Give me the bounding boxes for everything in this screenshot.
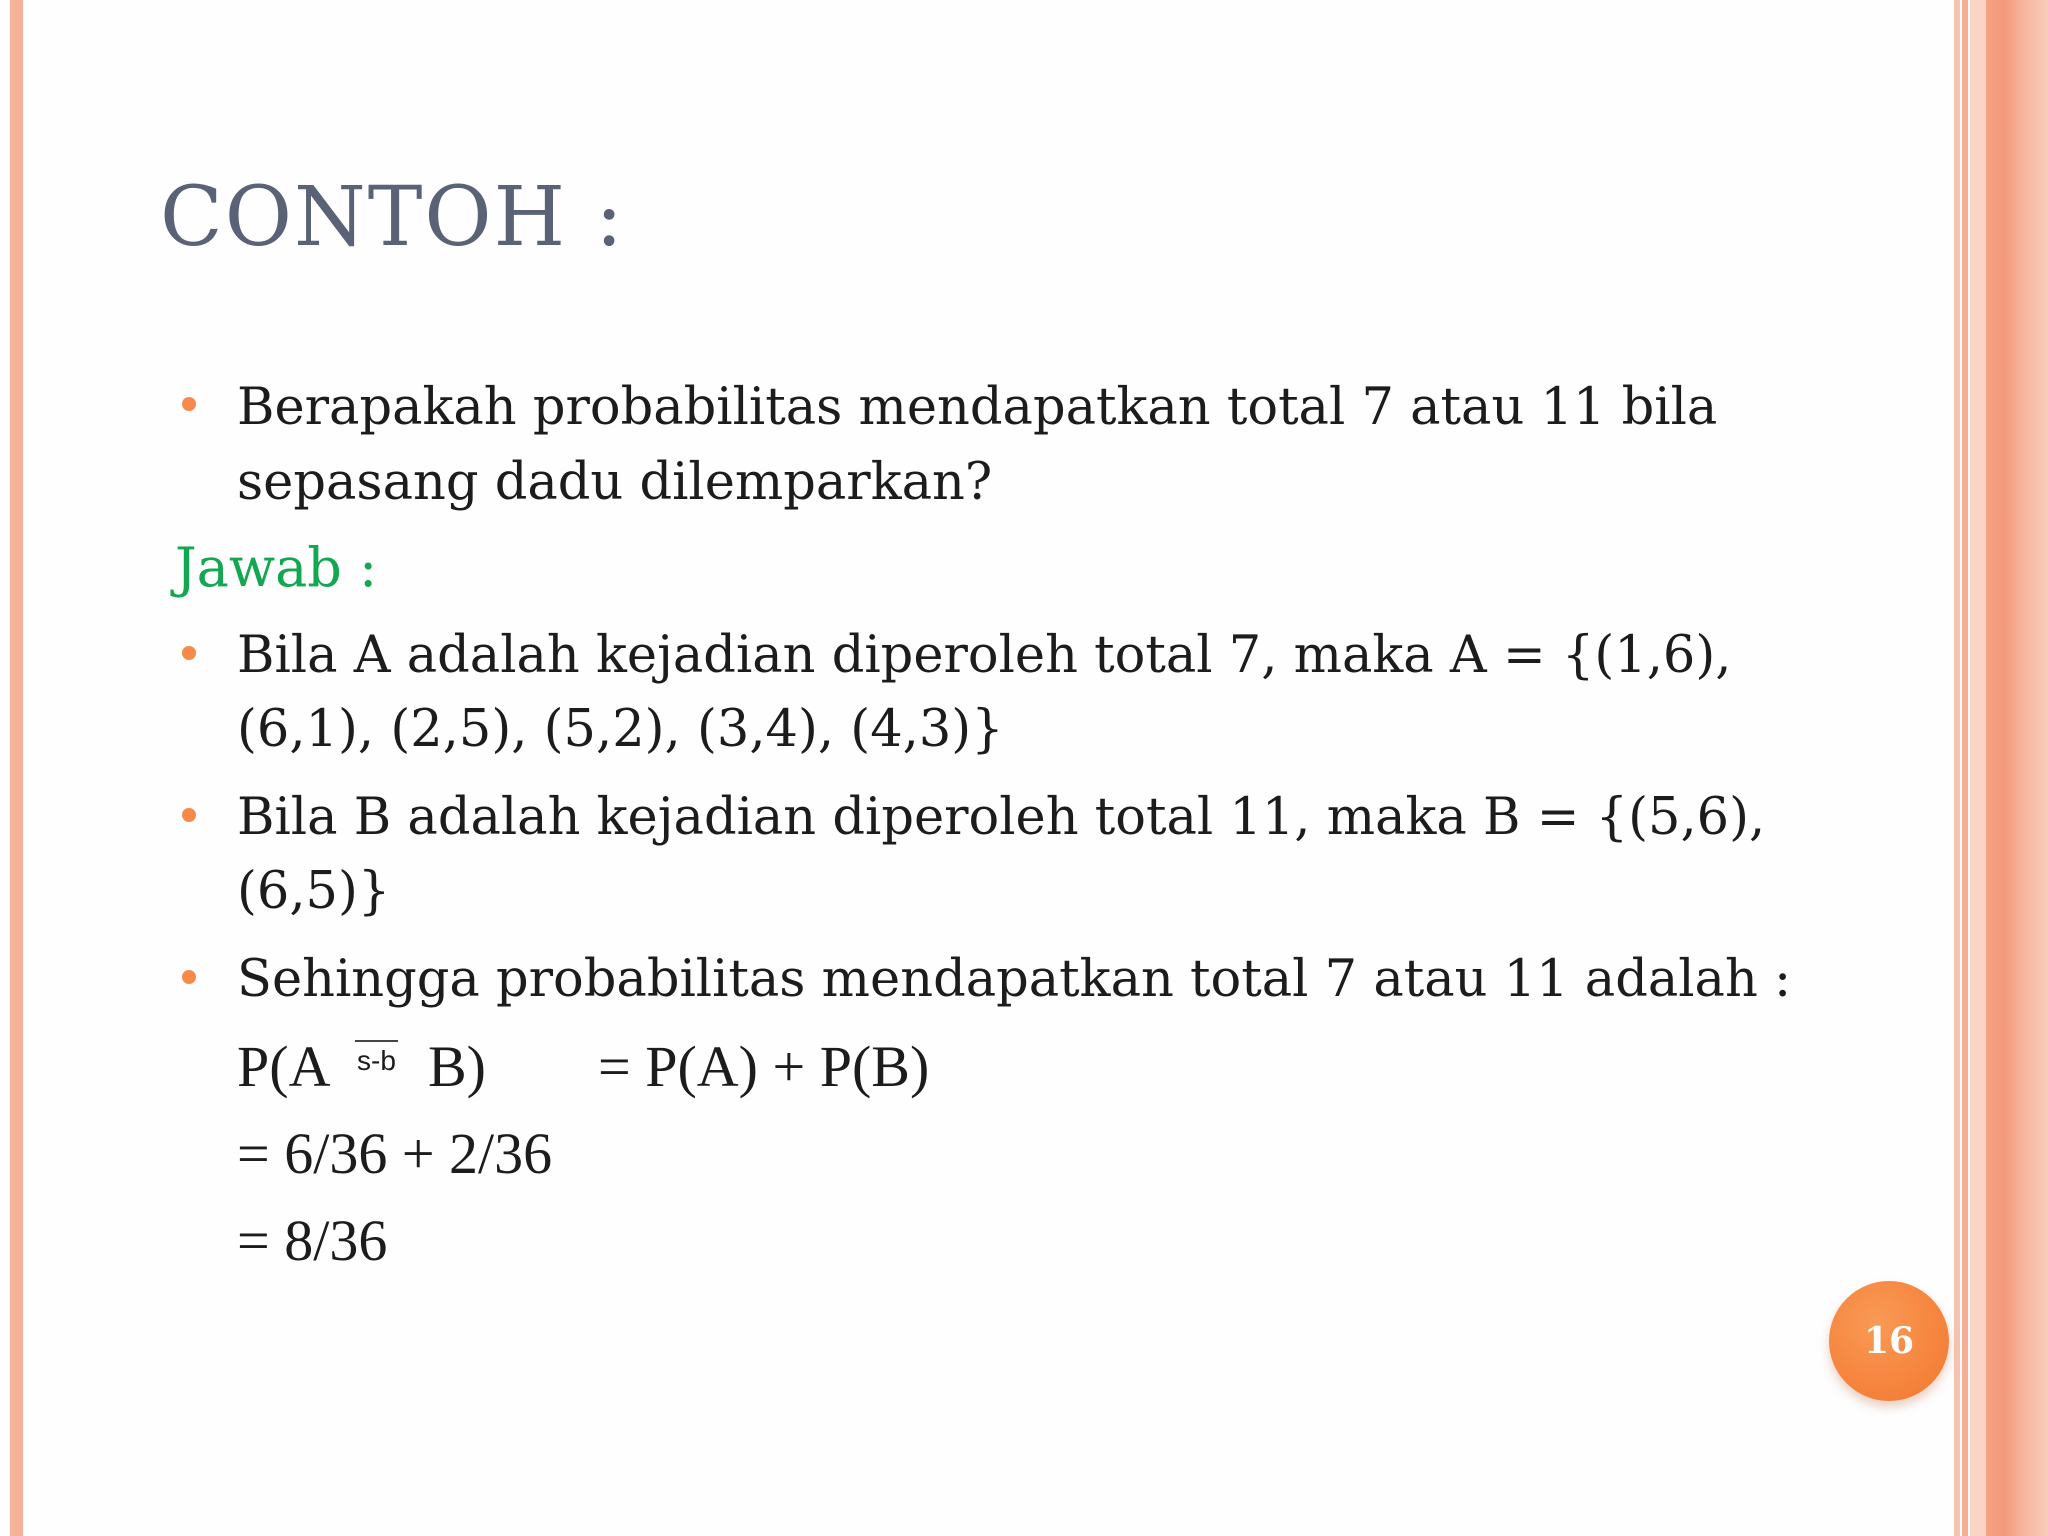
formula-lhs-end: B) <box>428 1034 486 1099</box>
conclusion-line: Sehingga probabilitas mendapatkan total 7 atau 11 adalah : <box>237 950 1792 1009</box>
frame-stripe-right-1 <box>1954 0 1960 1536</box>
formula-operator: s-b <box>355 1040 398 1078</box>
answer-label: Jawab : <box>175 536 378 599</box>
bullet-icon <box>182 970 196 984</box>
question-line-2: sepasang dadu dilemparkan? <box>237 453 993 512</box>
question-line-1: Berapakah probabilitas mendapatkan total 7 atau 11 bila <box>237 378 1718 437</box>
frame-stripe-right-2 <box>1962 0 1968 1536</box>
bullet-icon <box>182 646 196 660</box>
event-a-line-2: (6,1), (2,5), (5,2), (3,4), (4,3)} <box>237 700 1004 759</box>
frame-stripe-right-4 <box>1986 0 2048 1536</box>
bullet-icon <box>182 397 196 411</box>
event-a-line-1: Bila A adalah kejadian diperoleh total 7, maka A = {(1,6), <box>237 626 1732 685</box>
formula-step-2: = 8/36 <box>237 1208 388 1273</box>
frame-stripe-right-3 <box>1970 0 1986 1536</box>
page-number: 16 <box>1863 1320 1915 1362</box>
event-b-line-2: (6,5)} <box>237 862 391 921</box>
slide-title: CONTOH : <box>160 170 625 265</box>
event-b-line-1: Bila B adalah kejadian diperoleh total 11, maka B = {(5,6), <box>237 788 1766 847</box>
bullet-icon <box>182 808 196 822</box>
formula-rhs: = P(A) + P(B) <box>598 1034 930 1099</box>
page-number-badge <box>1829 1281 1949 1401</box>
formula-step-1: = 6/36 + 2/36 <box>237 1121 553 1186</box>
formula-lhs-start: P(A <box>237 1034 331 1099</box>
